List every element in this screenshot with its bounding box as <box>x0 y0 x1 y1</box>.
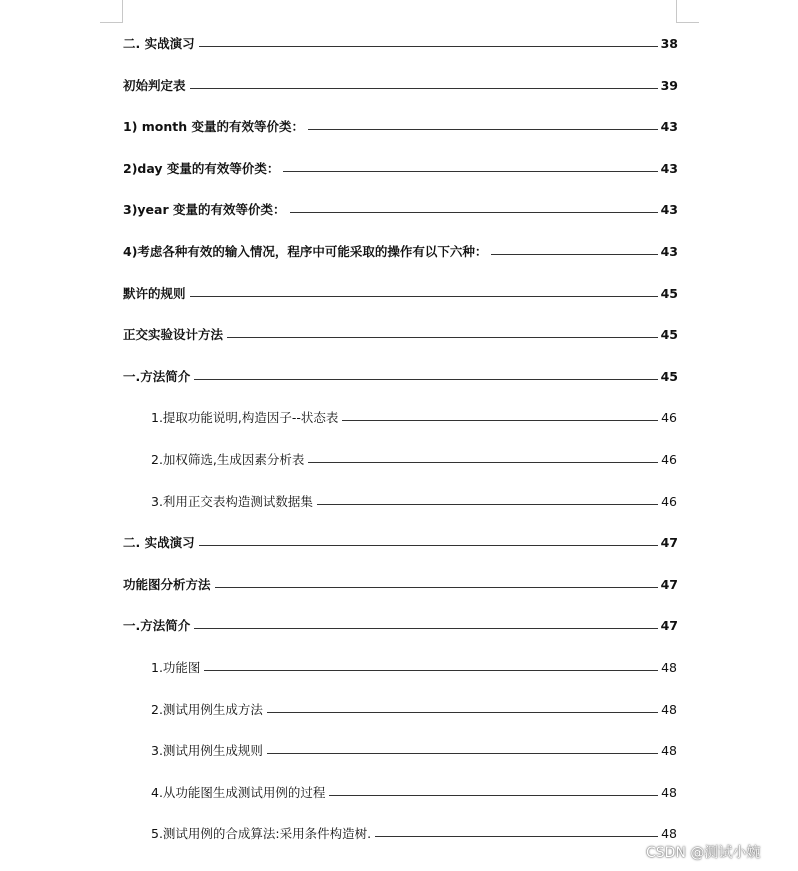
toc-entry-leader-line <box>227 337 658 338</box>
toc-entry-leader-line <box>317 504 658 505</box>
toc-entry-page-number: 43 <box>660 202 678 218</box>
toc-entry[interactable] <box>123 75 678 97</box>
next-entry-cutoff <box>123 862 183 871</box>
toc-entry[interactable] <box>151 823 677 845</box>
toc-entry-page-number: 46 <box>661 410 677 426</box>
toc-entry-leader-line <box>308 129 658 130</box>
toc-entry[interactable] <box>151 782 677 804</box>
toc-entry-title: 1.提取功能说明,构造因子--状态表 <box>151 410 339 426</box>
toc-entry-title: 4)考虑各种有效的输入情况，程序中可能采取的操作有以下六种： <box>123 244 488 259</box>
toc-entry-leader-line <box>491 254 657 255</box>
toc-entry-leader-line <box>204 670 658 671</box>
toc-entry[interactable] <box>123 33 678 55</box>
toc-entry-title: 1) month 变量的有效等价类： <box>123 119 305 135</box>
toc-entry-page-number: 47 <box>660 618 678 634</box>
toc-entry[interactable] <box>151 491 677 513</box>
toc-entry[interactable] <box>151 407 677 429</box>
toc-entry-leader-line <box>199 545 658 546</box>
toc-entry-title: 5.测试用例的合成算法:采用条件构造树. <box>151 826 372 842</box>
toc-entry[interactable] <box>151 449 677 471</box>
toc-entry-leader-line <box>194 628 657 629</box>
toc-entry-page-number: 48 <box>661 743 677 759</box>
toc-entry-title: 功能图分析方法 <box>123 576 211 592</box>
toc-entry-leader-line <box>342 420 658 421</box>
toc-entry-title: 2)day 变量的有效等价类： <box>123 160 280 176</box>
toc-entry-page-number: 38 <box>660 36 678 51</box>
toc-entry[interactable] <box>123 199 678 221</box>
toc-entry-page-number: 48 <box>661 660 677 675</box>
toc-entry-title: 3)year 变量的有效等价类： <box>123 202 286 218</box>
toc-entry[interactable] <box>123 324 678 346</box>
toc-entry-leader-line <box>283 171 657 172</box>
toc-entry-leader-line <box>190 296 658 297</box>
toc-entry-title: 初始判定表 <box>123 77 186 93</box>
toc-entry[interactable] <box>123 574 678 596</box>
toc-entry[interactable] <box>123 283 678 305</box>
toc-entry-page-number: 48 <box>661 826 677 842</box>
toc-entry[interactable] <box>123 116 678 138</box>
toc-entry-title: 正交实验设计方法 <box>123 327 224 343</box>
toc-entry-page-number: 45 <box>660 285 678 301</box>
toc-entry-title: 默许的规则 <box>123 285 186 301</box>
toc-entry-page-number: 46 <box>661 493 677 509</box>
toc-entry-title: 1.功能图 <box>151 660 201 675</box>
toc-entry[interactable] <box>151 699 677 721</box>
toc-entry-page-number: 43 <box>660 119 678 135</box>
toc-entry[interactable] <box>123 158 678 180</box>
toc-entry-leader-line <box>375 836 658 837</box>
toc-entry-leader-line <box>329 795 658 796</box>
toc-entry-page-number: 47 <box>660 535 678 551</box>
watermark: CSDN @测试小婉 <box>646 845 761 861</box>
toc-entry-title: 3.利用正交表构造测试数据集 <box>151 493 313 509</box>
toc-entry-title: 一.方法简介 <box>123 618 191 634</box>
toc-entry-leader-line <box>308 462 658 463</box>
toc-entry-title: 二. 实战演习 <box>123 535 195 551</box>
toc-entry-page-number: 45 <box>660 368 678 384</box>
toc-entry[interactable] <box>123 532 678 554</box>
toc-entry-title: 4.从功能图生成测试用例的过程 <box>151 784 326 800</box>
toc-entry-leader-line <box>267 712 658 713</box>
toc-entry-page-number: 48 <box>661 784 677 800</box>
toc-entry-leader-line <box>190 88 658 89</box>
toc-entry[interactable] <box>123 615 678 637</box>
toc-entry-page-number: 39 <box>660 77 678 93</box>
toc-entry-leader-line <box>215 587 658 588</box>
toc-entry-page-number: 48 <box>661 701 677 717</box>
toc-entry-page-number: 46 <box>661 452 677 467</box>
toc-entry[interactable] <box>123 366 678 388</box>
toc-entry-page-number: 43 <box>660 160 678 176</box>
toc-entry-page-number: 43 <box>660 244 678 259</box>
toc-entry-title: 一.方法简介 <box>123 368 191 384</box>
toc-entry-title: 二. 实战演习 <box>123 36 195 51</box>
toc-entry-title: 2.测试用例生成方法 <box>151 701 263 717</box>
toc-entry[interactable] <box>151 740 677 762</box>
toc-entry-page-number: 47 <box>660 576 678 592</box>
toc-entry-title: 2.加权筛选,生成因素分析表 <box>151 452 305 467</box>
toc-entry-page-number: 45 <box>660 327 678 343</box>
toc-entry[interactable] <box>151 657 677 679</box>
toc-entry-leader-line <box>267 753 658 754</box>
toc-entry-leader-line <box>194 379 657 380</box>
toc-entry-leader-line <box>199 46 658 47</box>
toc-entry-leader-line <box>290 212 658 213</box>
toc-entry[interactable] <box>123 241 678 263</box>
toc-entry-title: 3.测试用例生成规则 <box>151 743 263 759</box>
